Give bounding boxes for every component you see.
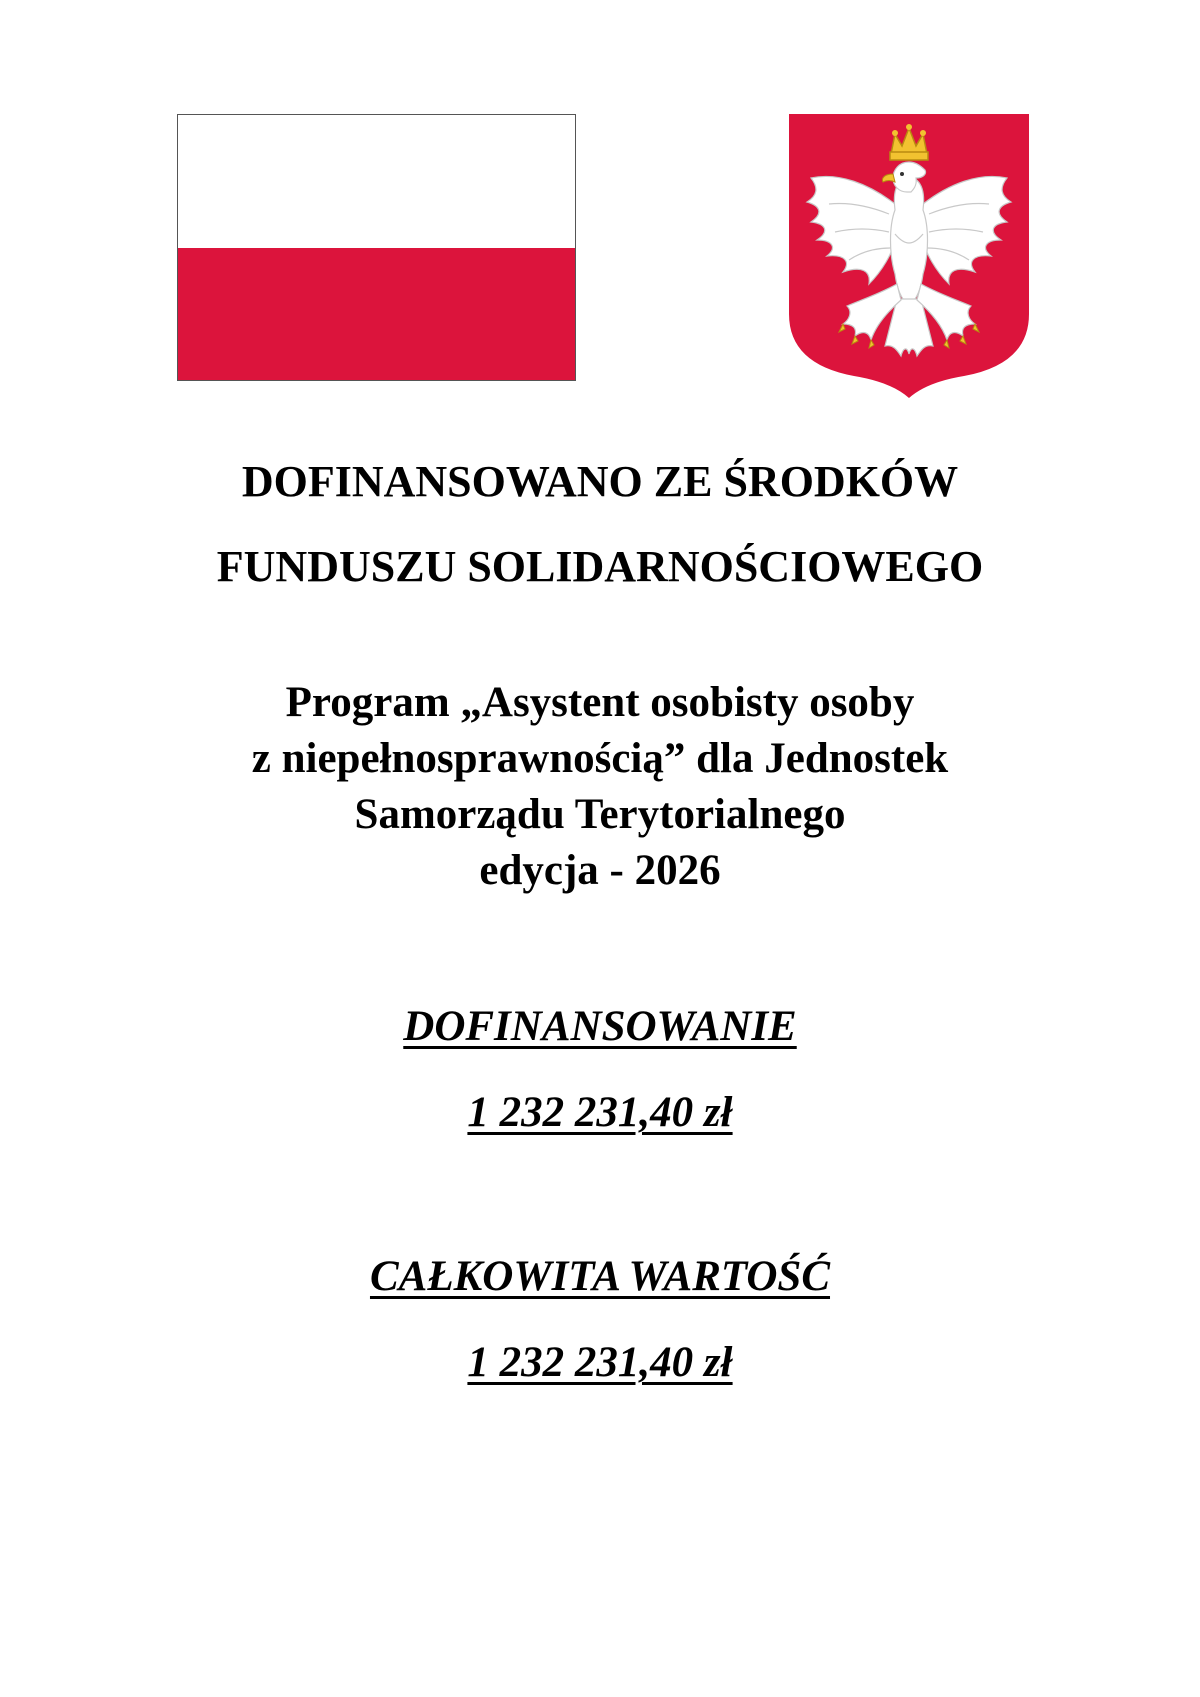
program-line-1: Program „Asystent osobisty osoby	[285, 679, 915, 726]
polish-coat-of-arms	[789, 114, 1029, 398]
total-value-amount: 1 232 231,40 zł	[467, 1339, 733, 1386]
flag-red-stripe	[178, 248, 575, 381]
flag-white-stripe	[178, 115, 575, 248]
program-line-4: edycja - 2026	[479, 847, 721, 894]
heading-line-1: DOFINANSOWANO ZE ŚRODKÓW	[241, 457, 959, 506]
heading-line-2: FUNDUSZU SOLIDARNOŚCIOWEGO	[216, 542, 984, 591]
program-line-2: z niepełnosprawnością” dla Jednostek	[251, 735, 949, 782]
polish-flag	[177, 114, 576, 381]
funding-label: DOFINANSOWANIE	[403, 1003, 797, 1050]
total-value-label: CAŁKOWITA WARTOŚĆ	[369, 1253, 831, 1300]
program-line-3: Samorządu Terytorialnego	[354, 791, 846, 838]
funding-amount: 1 232 231,40 zł	[467, 1089, 733, 1136]
